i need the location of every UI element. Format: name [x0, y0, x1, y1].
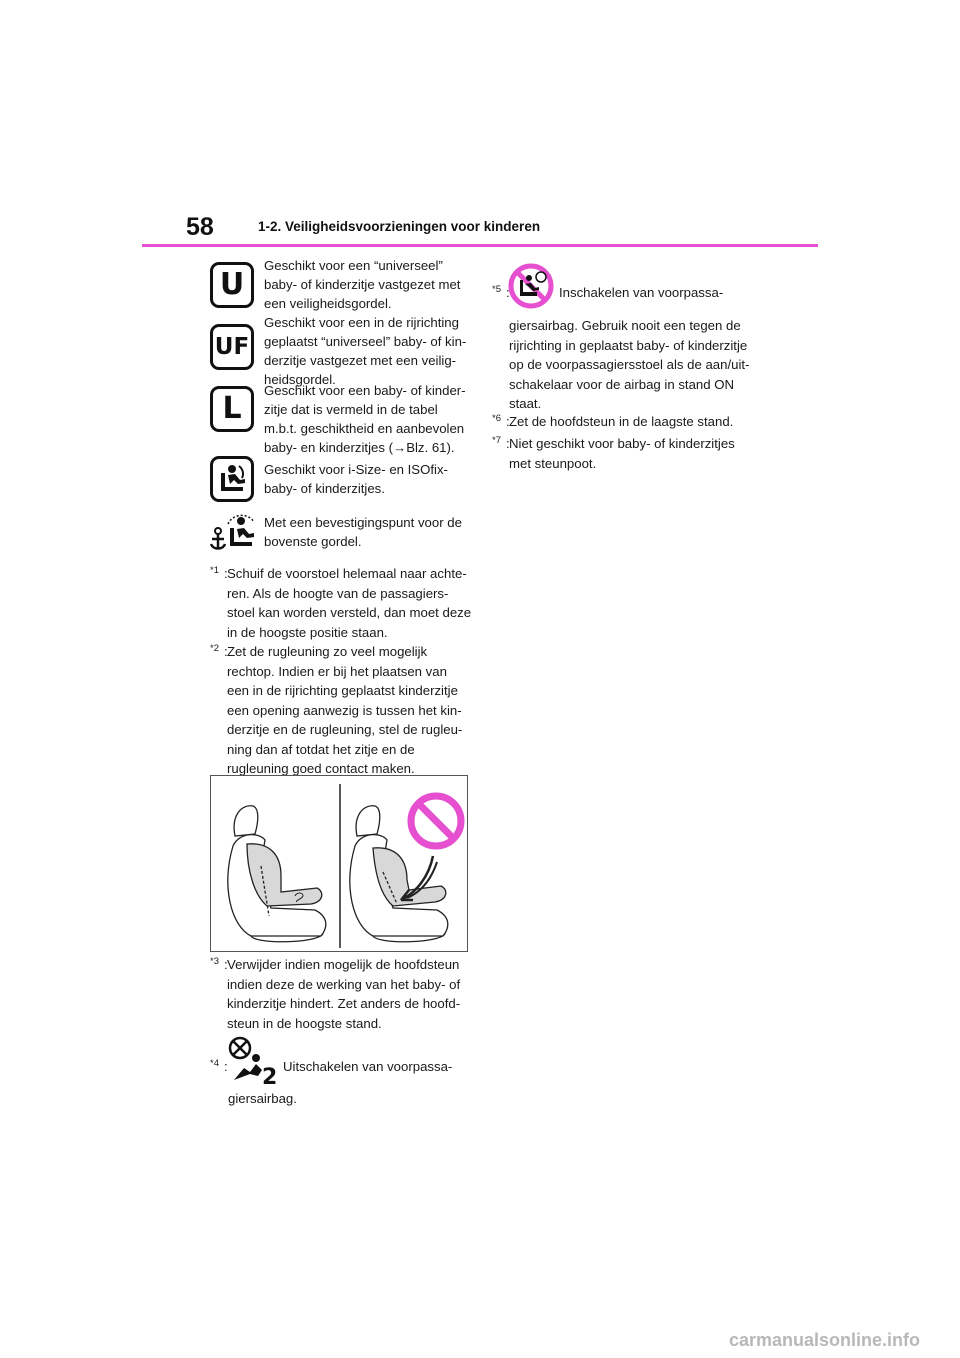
note-1-mark: *1 [210, 565, 219, 576]
universal-forward-symbol-icon: UF [210, 324, 254, 370]
note-6-mark: *6 [492, 413, 501, 424]
watermark: carmanualsonline.info [728, 1330, 920, 1350]
incorrect-seat-drawing [350, 806, 448, 942]
universal-symbol-icon: U [210, 262, 254, 308]
note-4-text-continued: giersairbag. [228, 1091, 297, 1106]
note-2-text: Zet de rugleuning zo veel mogelijk rechtop. Indien er bij het plaatsen van een in de rijrichting geplaatst kinderzitje een opening aanwezig is tussen het kin-derzitje en de rugleuning, stel de rugleu-ning dan af totdat het zitje en de rugleuning goed contact maken. [227, 644, 463, 776]
top-tether-anchor-icon [210, 512, 258, 552]
note-7: *7 : Niet geschikt voor baby- of kinderzitjes met steunpoot. [492, 434, 754, 473]
listed-seat-symbol-icon: L [210, 386, 254, 432]
airbag-on-icon [507, 262, 555, 310]
note-6-text: Zet de hoofdsteun in de laagste stand. [509, 414, 734, 429]
svg-text:2: 2 [262, 1065, 278, 1086]
note-3: *3 : Verwijder indien mogelijk de hoofdsteun indien deze de werking van het baby- of kinderzitje hindert. Zet anders de hoofd-steun in de hoogste stand. [210, 955, 472, 1033]
note-4-mark: *4 [210, 1058, 219, 1069]
isofix-description: Geschikt voor i-Size- en ISOfix- baby- of kinderzitjes. [264, 462, 448, 496]
section-title: 1-2. Veiligheidsvoorzieningen voor kinderen [258, 219, 541, 234]
note-2: *2 : Zet de rugleuning zo veel mogelijk rechtop. Indien er bij het plaatsen van een in de rijrichting geplaatst kinderzitje een opening aanwezig is tussen het kin-derzitje en de rugleuning, stel de rugleu-ning dan af totdat het zitje en de rugleuning goed contact maken. [210, 642, 472, 779]
note-2-mark: *2 [210, 643, 219, 654]
prohibition-sign-icon [411, 796, 461, 846]
note-3-text: Verwijder indien mogelijk de hoofdsteun indien deze de werking van het baby- of kinderzitje hindert. Zet anders de hoofd-steun in de hoogste stand. [227, 957, 461, 1031]
airbag-off-icon [226, 1036, 278, 1086]
correct-seat-drawing [228, 806, 326, 942]
note-7-mark: *7 [492, 435, 501, 446]
note-5-text-continued: giersairbag. Gebruik nooit een tegen de rijrichting in geplaatst baby- of kinderzitje op de voorpassagiersstoel als de aan/uit-schakelaar voor de airbag in stand ON staat. [509, 318, 750, 411]
note-6: *6 : Zet de hoofdsteun in de laagste stand. [492, 412, 754, 432]
note-1: *1 : Schuif de voorstoel helemaal naar achte-ren. Als de hoogte van de passagiers-stoel kan worden versteld, dan moet deze in de hoogste positie staan. [210, 564, 472, 642]
universal-forward-description: Geschikt voor een in de rijrichting geplaatst “universeel” baby- of kin-derzitje vastgezet met een veilig-heidsgordel. [264, 315, 467, 387]
header-rule [142, 244, 818, 247]
listed-seat-description: Geschikt voor een baby- of kinder-zitje dat is vermeld in de tabel m.b.t. geschiktheid en aanbevolen baby- en kinderzitjes (→Blz. 61). [264, 383, 466, 455]
top-tether-description: Met een bevestigingspunt voor de bovenste gordel. [264, 515, 462, 549]
isofix-seat-icon [210, 456, 254, 502]
page-number: 58 [186, 213, 214, 241]
note-7-text: Niet geschikt voor baby- of kinderzitjes met steunpoot. [509, 436, 735, 471]
note-3-mark: *3 [210, 956, 219, 967]
note-4-text: Uitschakelen van voorpassa- [283, 1059, 453, 1074]
universal-description: Geschikt voor een “universeel” baby- of kinderzitje vastgezet met een veiligheidsgordel. [264, 258, 461, 311]
note-5-mark: *5 [492, 284, 501, 295]
seat-illustration [210, 775, 468, 952]
note-5-text: Inschakelen van voorpassa- [559, 285, 724, 300]
note-1-text: Schuif de voorstoel helemaal naar achte-ren. Als de hoogte van de passagiers-stoel kan worden versteld, dan moet deze in de hoogste positie staan. [227, 566, 472, 640]
